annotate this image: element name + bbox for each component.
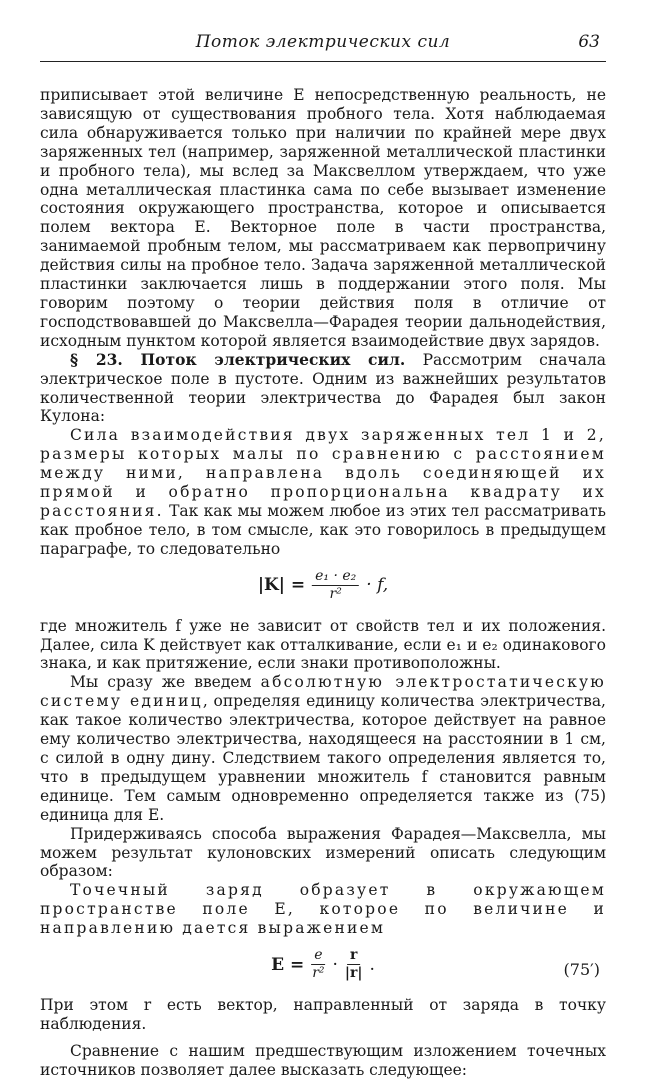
running-header: [40, 30, 606, 60]
paragraph-unit-system: [40, 673, 606, 824]
eq1-denominator: r²: [329, 585, 342, 602]
paragraph-comparison: Сравнение с нашим предшествующим изложением точечных источников позволяет далее высказать следующее:: [40, 1041, 606, 1079]
unit-system-term: абсолютную электростатическую систему единиц: [40, 673, 606, 711]
header-rule: [40, 61, 606, 62]
paragraph-vector-r: При этом r есть вектор, направленный от заряда в точку наблюдения.: [40, 996, 606, 1033]
eq2-lhs: E =: [271, 954, 305, 975]
paragraph-point-charge: Точечный заряд образует в окружающем пространстве поле E, которое по величине и направлению дается выражением: [40, 881, 606, 938]
equation-coulomb: [40, 559, 606, 617]
unit-system-text: , определяя единицу количества электричества, как такое количество электричества, которое действует на равное ему количество электричества, находящееся на расстоянии в 1 см, с силой в одну дину. Следствием такого определения является то, что в предыдущем уравнении множитель f становится равным единице. Тем самым одновременно определяется также из (75) единица для E.: [40, 692, 606, 824]
eq1-numerator: e₁ · e₂: [312, 569, 359, 586]
paragraph-field-theory: приписывает этой величине E непосредственную реальность, не зависящую от существования пробного тела. Хотя наблюдаемая сила обнаруживается только при наличии по крайней мере двух заряженных тел (например, заряженной металлической пластинки и пробного тела), мы вслед за Максвеллом утверждаем, что уже одна металлическая пластинка сама по себе вызывает изменение состояния окружающего пространства, которое и описывается полем вектора E. Векторное поле в части пространства, занимаемой пробным телом, мы рассматриваем как первопричину действия силы на пробное тело. Задача заряженной металлической пластинки заключается лишь в поддержании этого поля. Мы говорим поэтому о теории действия поля в отличие от господствовавшей до Максвелла—Фарадея теории дальнодействия, исходным пунктом которой является взаимодействие двух зарядов.: [40, 86, 606, 350]
eq2-fraction-1: [311, 948, 325, 981]
eq2-dot: ·: [332, 954, 338, 975]
eq2-denominator-1: r²: [312, 965, 325, 982]
coulomb-law-statement: Сила взаимодействия двух заряженных тел 1 и 2, размеры которых малы по сравнению с расстоянием между ними, направлена вдоль соединяющей их прямой и обратно пропорциональна квадрату их расстояния.: [40, 426, 606, 520]
coulomb-law-followup: Так как мы можем любое из этих тел рассматривать как пробное тело, в том смысле, как это говорилось в предыдущем параграфе, то следовательно: [40, 501, 606, 558]
eq2-numerator-2: r: [347, 948, 360, 965]
running-title: Поток электрических сил: [195, 32, 451, 52]
eq2-denominator-2: |r|: [344, 965, 363, 982]
equation-75-prime: [40, 938, 606, 996]
unit-system-lead: Мы сразу же введем: [70, 673, 261, 692]
section-intro-text: Рассмотрим сначала электрическое поле в пустоте. Одним из важнейших результатов количественной теории электричества до Фарадея был закон Кулона:: [40, 350, 606, 426]
eq1-lhs: |K| =: [257, 575, 306, 596]
paragraph-coulomb-law: [40, 426, 606, 558]
page-body: [40, 86, 606, 1080]
eq1-rhs: · f,: [366, 575, 389, 596]
paragraph-factor-f: где множитель f уже не зависит от свойств тел и их положения. Далее, сила K действует как отталкивание, если e₁ и e₂ одинакового знака, и как притяжение, если знаки противоположны.: [40, 616, 606, 673]
eq2-fraction-2: [345, 948, 363, 981]
paragraph-section-23: [40, 351, 606, 427]
equation-number: (75′): [563, 960, 600, 980]
eq2-end: .: [369, 954, 375, 975]
page-number: 63: [578, 32, 600, 52]
paragraph-faraday-maxwell: Придерживаясь способа выражения Фарадея—Максвелла, мы можем результат кулоновских измерений описать следующим образом:: [40, 824, 606, 881]
section-heading: § 23. Поток электрических сил.: [70, 349, 406, 369]
eq1-fraction: [312, 569, 359, 602]
eq2-numerator-1: e: [311, 948, 325, 965]
